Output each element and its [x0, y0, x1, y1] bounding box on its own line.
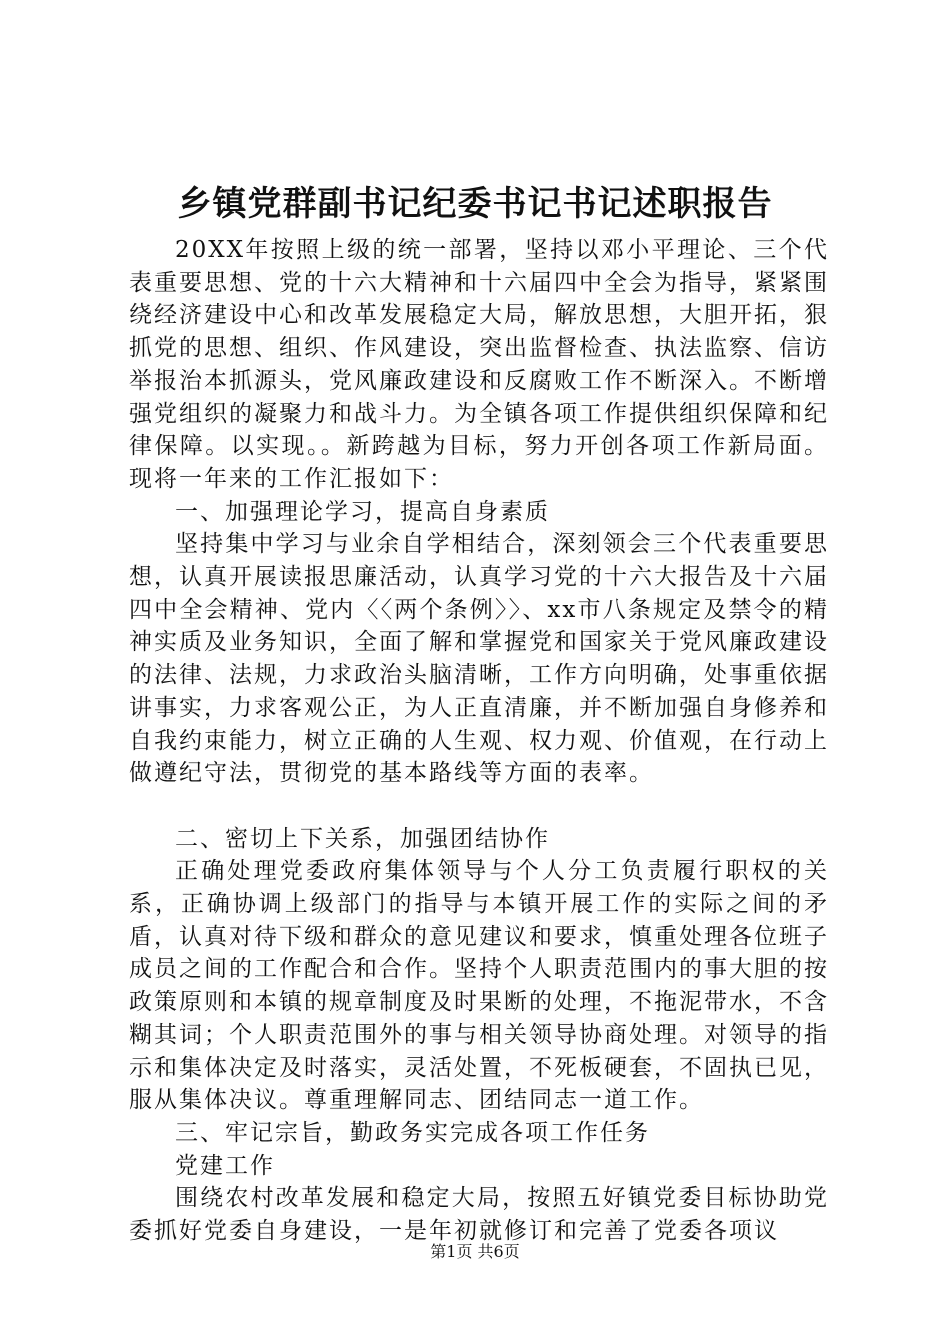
section-3-subheading: 党建工作: [175, 1152, 275, 1179]
document-body: [129, 234, 829, 1248]
document-title: 乡镇党群副书记纪委书记书记述职报告: [177, 183, 773, 224]
section-1-heading: 一、加强理论学习，提高自身素质: [175, 498, 550, 525]
page-number-footer: 第1页 共6页: [430, 1242, 520, 1261]
section-2-heading: 二、密切上下关系，加强团结协作: [175, 825, 550, 852]
section-3-heading: 三、牢记宗旨，勤政务实完成各项工作任务: [175, 1119, 650, 1146]
section-1-paragraph: 坚持集中学习与业余自学相结合，深刻领会三个代表重要思想，认真开展读报思廉活动，认真学习党的十六大报告及十六届四中全会精神、党内〈〈两个条例〉〉、xx市八条规定及禁令的精神实质及业务知识，全面了解和掌握党和国家关于党风廉政建设的法律、法规，力求政治头脑清晰，工作方向明确，处事重依据讲事实，力求客观公正，为人正直清廉，并不断加强自身修养和自我约束能力，树立正确的人生观、权力观、价值观，在行动上做遵纪守法，贯彻党的基本路线等方面的表率。: [129, 531, 829, 787]
intro-paragraph: 20XX年按照上级的统一部署，坚持以邓小平理论、三个代表重要思想、党的十六大精神和十六届四中全会为指导，紧紧围绕经济建设中心和改革发展稳定大局，解放思想，大胆开拓，狠抓党的思想、组织、作风建设，突出监督检查、执法监察、信访举报治本抓源头，党风廉政建设和反腐败工作不断深入。不断增强党组织的凝聚力和战斗力。为全镇各项工作提供组织保障和纪律保障。以实现。。新跨越为目标，努力开创各项工作新局面。现将一年来的工作汇报如下：: [129, 237, 829, 492]
section-2-paragraph: 正确处理党委政府集体领导与个人分工负责履行职权的关系，正确协调上级部门的指导与本镇开展工作的实际之间的矛盾，认真对待下级和群众的意见建议和要求，慎重处理各位班子成员之间的工作配合和合作。坚持个人职责范围内的事大胆的按政策原则和本镇的规章制度及时果断的处理，不拖泥带水，不含糊其词；个人职责范围外的事与相关领导协商处理。对领导的指示和集体决定及时落实，灵活处置，不死板硬套，不固执已见，服从集体决议。尊重理解同志、团结同志一道工作。: [129, 858, 829, 1114]
paragraph-spacer: [129, 790, 829, 823]
section-3-paragraph: 围绕农村改革发展和稳定大局，按照五好镇党委目标协助党委抓好党委自身建设，一是年初就修订和完善了党委各项议: [129, 1185, 829, 1245]
